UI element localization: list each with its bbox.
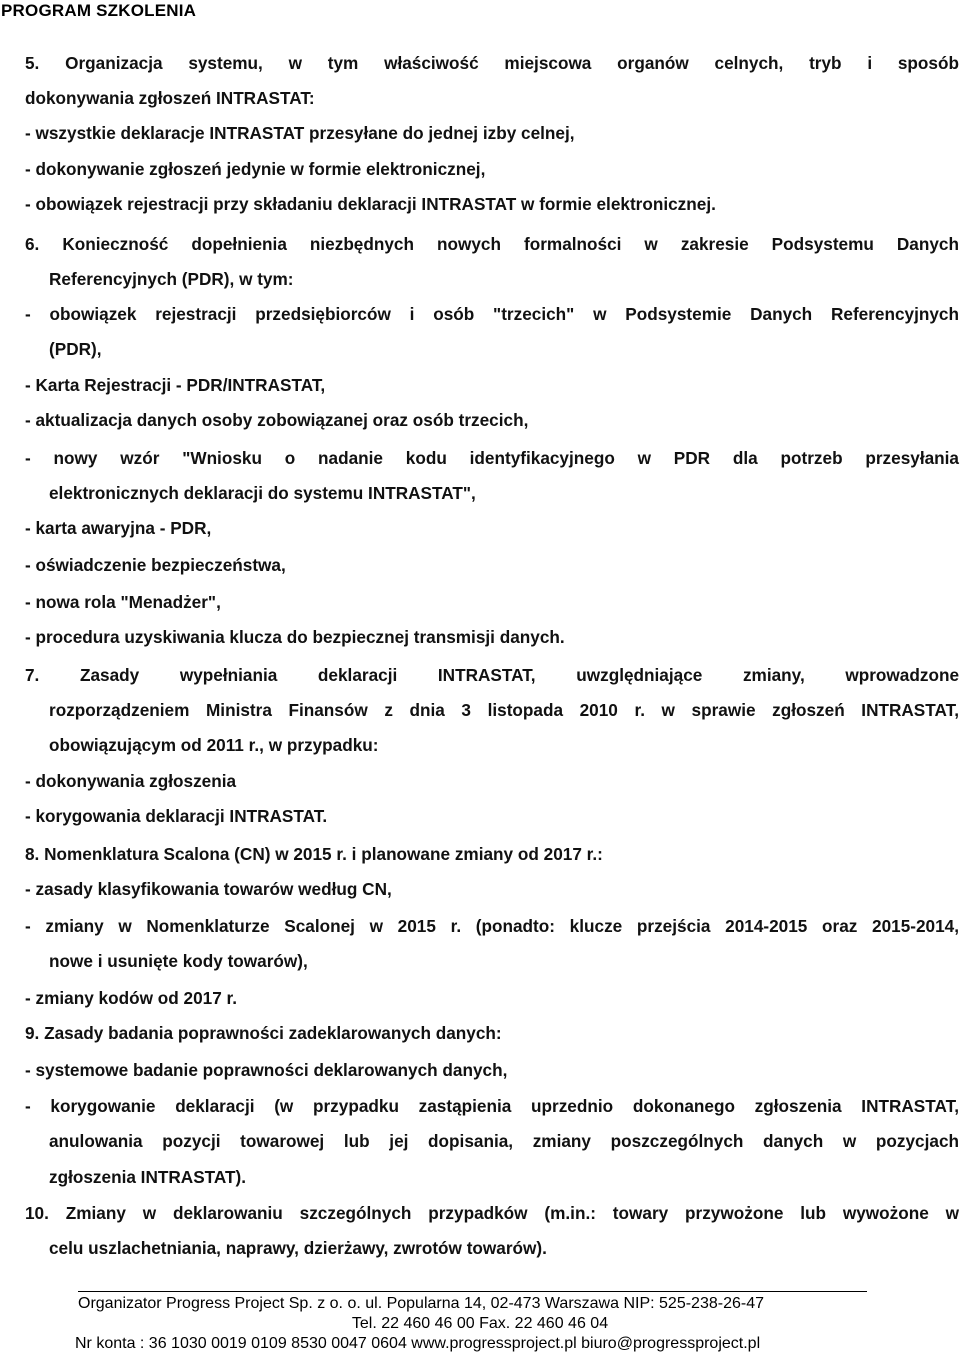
item-6-heading: 6. Konieczność dopełnienia niezbędnych nowych formalności w zakresie Podsystemu Danych: [25, 234, 959, 254]
item-7-heading-cont: obowiązującym od 2011 r., w przypadku:: [49, 735, 379, 755]
list-item: - wszystkie deklaracje INTRASTAT przesyłane do jednej izby celnej,: [25, 123, 575, 143]
list-item: - obowiązek rejestracji przy składaniu deklaracji INTRASTAT w formie elektronicznej.: [25, 194, 716, 214]
list-item: - zmiany kodów od 2017 r.: [25, 988, 238, 1008]
list-item: - nowa rola "Menadżer",: [25, 592, 221, 612]
item-5-heading: 5. Organizacja systemu, w tym właściwość miejscowa organów celnych, tryb i sposób: [25, 53, 959, 73]
list-item: - oświadczenie bezpieczeństwa,: [25, 555, 286, 575]
list-item-cont: anulowania pozycji towarowej lub jej dopisania, zmiany poszczególnych danych w pozycjach: [49, 1131, 959, 1151]
list-item: - dokonywania zgłoszenia: [25, 771, 237, 791]
list-item: - aktualizacja danych osoby zobowiązanej oraz osób trzecich,: [25, 410, 529, 430]
list-item: - obowiązek rejestracji przedsiębiorców i osób "trzecich" w Podsystemie Danych Referencyjnych: [25, 304, 959, 324]
item-7-heading-cont: rozporządzeniem Ministra Finansów z dnia 3 listopada 2010 r. w sprawie zgłoszeń INTRASTAT,: [49, 700, 959, 720]
item-10-heading: 10. Zmiany w deklarowaniu szczególnych przypadków (m.in.: towary przywożone lub wywożone w: [25, 1203, 959, 1223]
list-item: - Karta Rejestracji - PDR/INTRASTAT,: [25, 375, 326, 395]
list-item: - karta awaryjna - PDR,: [25, 518, 212, 538]
item-8-heading: 8. Nomenklatura Scalona (CN) w 2015 r. i planowane zmiany od 2017 r.:: [25, 844, 603, 864]
footer-account-contact: Nr konta : 36 1030 0019 0109 8530 0047 0604 www.progressproject.pl biuro@progressproject.pl: [75, 1335, 761, 1352]
list-item: - systemowe badanie poprawności deklarowanych danych,: [25, 1060, 508, 1080]
list-item-cont: nowe i usunięte kody towarów),: [49, 951, 308, 971]
page-title: PROGRAM SZKOLENIA: [1, 1, 197, 20]
footer-phone-fax: Tel. 22 460 46 00 Fax. 22 460 46 04: [351, 1315, 609, 1332]
list-item: - nowy wzór "Wniosku o nadanie kodu identyfikacyjnego w PDR dla potrzeb przesyłania: [25, 448, 959, 468]
list-item: - korygowania deklaracji INTRASTAT.: [25, 806, 328, 826]
item-6-heading-cont: Referencyjnych (PDR), w tym:: [49, 269, 294, 289]
list-item-cont: zgłoszenia INTRASTAT).: [49, 1167, 247, 1187]
item-9-heading: 9. Zasady badania poprawności zadeklarowanych danych:: [25, 1023, 502, 1043]
footer-divider: [78, 1291, 867, 1292]
list-item: - zasady klasyfikowania towarów według CN,: [25, 879, 392, 899]
list-item: - dokonywanie zgłoszeń jedynie w formie elektronicznej,: [25, 159, 486, 179]
item-5-heading-cont: dokonywania zgłoszeń INTRASTAT:: [25, 88, 315, 108]
list-item: - procedura uzyskiwania klucza do bezpiecznej transmisji danych.: [25, 627, 565, 647]
list-item-cont: (PDR),: [49, 339, 102, 359]
list-item: - korygowanie deklaracji (w przypadku zastąpienia uprzednio dokonanego zgłoszenia INTRASTAT,: [25, 1096, 959, 1116]
footer-organizer: Organizator Progress Project Sp. z o. o. ul. Popularna 14, 02-473 Warszawa NIP: 525-238-26-47: [78, 1295, 764, 1312]
list-item-cont: elektronicznych deklaracji do systemu INTRASTAT",: [49, 483, 476, 503]
item-10-heading-cont: celu uszlachetniania, naprawy, dzierżawy, zwrotów towarów).: [49, 1238, 547, 1258]
item-7-heading: 7. Zasady wypełniania deklaracji INTRASTAT, uwzględniające zmiany, wprowadzone: [25, 665, 959, 685]
list-item: - zmiany w Nomenklaturze Scalonej w 2015 r. (ponadto: klucze przejścia 2014-2015 oraz 2015-2014,: [25, 916, 959, 936]
